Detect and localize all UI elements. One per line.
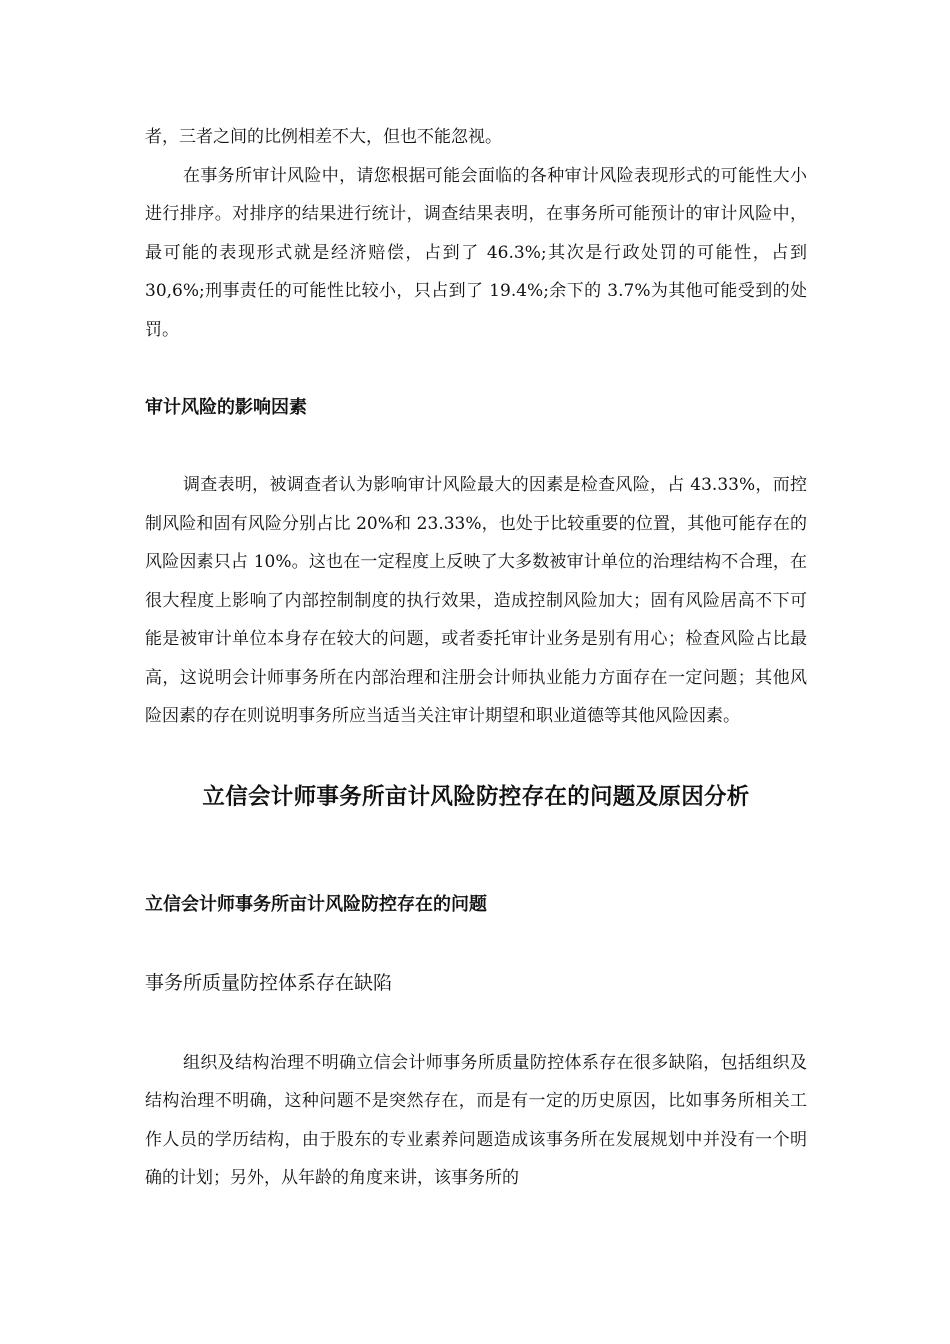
paragraph-audit-risk-forms: 在事务所审计风险中，请您根据可能会面临的各种审计风险表现形式的可能性大小进行排序。对排序的结果进行统计，调查结果表明，在事务所可能预计的审计风险中，最可能的表现形式就是经济赔偿，占到了 46.3%;其次是行政处罚的可能性，占到 30,6%;刑事责任的可能性比较小，只占到了 19.4%;余下的 3.7%为其他可能受到的处罚。: [145, 165, 807, 340]
subsection-heading-quality: 事务所质量防控体系存在缺陷: [145, 971, 393, 994]
document-page: [145, 118, 807, 1198]
paragraph-factors: 调查表明，被调查者认为影响审计风险最大的因素是检查风险，占 43.33%，而控制风险和固有风险分别占比 20%和 23.33%，也处于比较重要的位置，其他可能存在的风险因素只占 10%。这也在一定程度上反映了大多数被审计单位的治理结构不合理，在很大程度上影响了内部控制制度的执行效果，造成控制风险加大；固有风险居高不下可能是被审计单位本身存在较大的问题，或者委托审计业务是别有用心；检查风险占比最高，这说明会计师事务所在内部治理和注册会计师执业能力方面存在一定问题；其他风险因素的存在则说明事务所应当适当关注审计期望和职业道德等其他风险因素。: [145, 475, 807, 726]
section-heading-factors: 审计风险的影响因素: [145, 397, 307, 418]
chapter-title: 立信会计师事务所亩计风险防控存在的问题及原因分析: [202, 783, 750, 810]
paragraph-continued: 者，三者之间的比例相差不大，但也不能忽视。: [145, 127, 502, 147]
section-heading-problems: 立信会计师事务所亩计风险防控存在的问题: [145, 893, 487, 915]
paragraph-quality: 组织及结构治理不明确立信会计师事务所质量防控体系存在很多缺陷，包括组织及结构治理不明确，这种问题不是突然存在，而是有一定的历史原因，比如事务所相关工作人员的学历结构，由于股东的专业素养问题造成该事务所在发展规划中并没有一个明确的计划；另外，从年龄的角度来讲，该事务所的: [145, 1052, 807, 1188]
